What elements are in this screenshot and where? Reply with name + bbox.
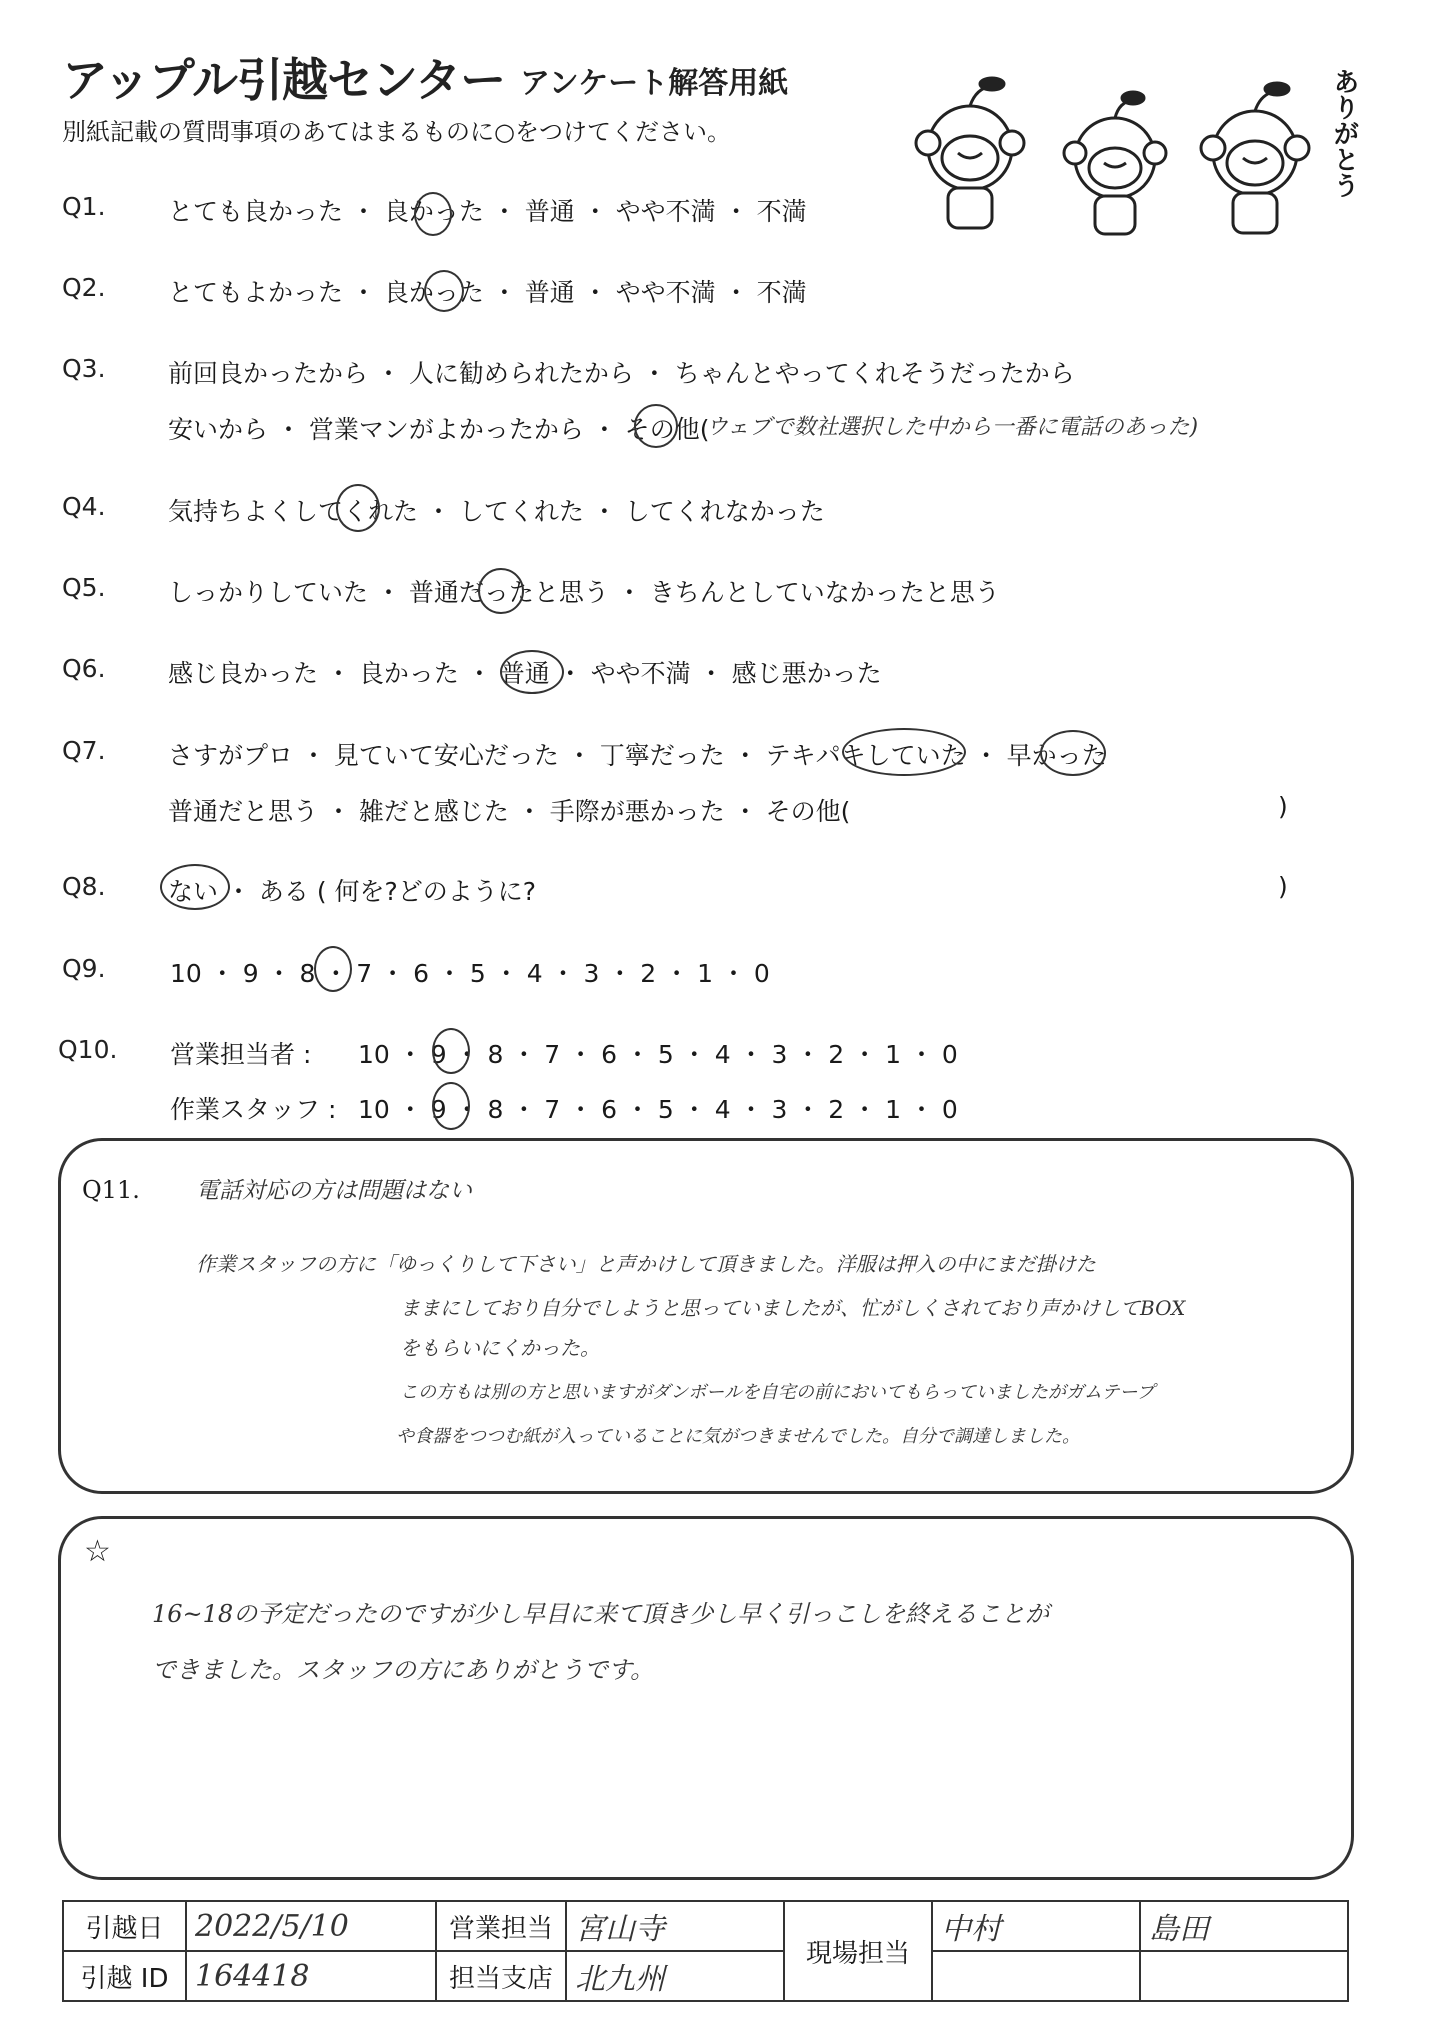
monkey-icon — [1201, 83, 1309, 233]
site-rep-empty-cell-1 — [932, 1951, 1140, 2001]
q9-scale[interactable]: 10 ・ 9 ・ 8 ・ 7 ・ 6 ・ 5 ・ 4 ・ 3 ・ 2 ・ 1 ・ 0 — [170, 959, 770, 988]
q1-label: Q1. — [62, 192, 106, 221]
site-rep-value-1: 中村 — [932, 1901, 1140, 1951]
q4-answer-circle — [336, 484, 380, 532]
q8-label: Q8. — [62, 872, 106, 901]
q9-answer-circle — [314, 946, 352, 992]
q1-options[interactable]: とても良かった ・ 良かった ・ 普通 ・ やや不満 ・ 不満 — [168, 197, 807, 226]
q7-other-close: ) — [1278, 792, 1288, 821]
q5-options[interactable]: しっかりしていた ・ 普通だったと思う ・ きちんとしていなかったと思う — [168, 578, 1000, 607]
branch-label: 担当支店 — [436, 1951, 566, 2001]
monkey-icon — [1064, 92, 1166, 234]
q11-line-5: この方もは別の方と思いますがダンボールを自宅の前においてもらっていましたがガムテープ — [400, 1382, 1155, 1403]
q2-label: Q2. — [62, 273, 106, 302]
q2-answer-circle — [424, 270, 464, 312]
q4-label: Q4. — [62, 492, 106, 521]
move-id-value: 164418 — [186, 1951, 436, 2001]
q2-options[interactable]: とてもよかった ・ 良かった ・ 普通 ・ やや不満 ・ 不満 — [168, 278, 807, 307]
q3-handwritten-other: ウェブで数社選択した中から一番に電話のあった) — [706, 415, 1199, 440]
site-rep-label: 現場担当 — [784, 1901, 932, 2001]
q5-answer-circle — [478, 568, 524, 614]
q11-line-3: ままにしており自分でしようと思っていましたが、忙がしくされており声かけしてBOX — [400, 1296, 1186, 1320]
form-title: アップル引越センター — [62, 53, 506, 107]
q11-line-6: や食器をつつむ紙が入っていることに気がつきませんでした。自分で調達しました。 — [396, 1426, 1080, 1447]
sales-rep-value: 宮山寺 — [566, 1901, 784, 1951]
site-rep-value-2: 島田 — [1140, 1901, 1348, 1951]
star-line-1: 16~18の予定だったのですが少し早目に来て頂き少し早く引っこしを終えることが — [152, 1600, 1050, 1628]
monkey-icon — [916, 78, 1024, 228]
q3-options-line2[interactable]: 安いから ・ 営業マンがよかったから ・ その他( — [168, 415, 710, 444]
q11-line-4: をもらいにくかった。 — [400, 1336, 600, 1360]
q7-answer-circle-hayakatta — [1040, 730, 1106, 776]
q9-label: Q9. — [62, 954, 106, 983]
q7-answer-circle-tekipaki — [842, 728, 966, 776]
sales-rep-label: 営業担当 — [436, 1901, 566, 1951]
mascot-illustration — [900, 58, 1360, 238]
q11-label: Q11. — [82, 1176, 140, 1204]
q10-sales-label: 営業担当者 : — [170, 1040, 312, 1069]
branch-value: 北九州 — [566, 1951, 784, 2001]
star-icon: ☆ — [84, 1534, 111, 1569]
q7-label: Q7. — [62, 736, 106, 765]
instruction-text: 別紙記載の質問事項のあてはまるものに○をつけてください。 — [62, 118, 731, 146]
star-line-2: できました。スタッフの方にありがとうです。 — [152, 1656, 655, 1684]
q8-answer-circle — [160, 864, 230, 910]
site-rep-empty-cell-2 — [1140, 1951, 1348, 2001]
q10-label: Q10. — [58, 1035, 118, 1064]
q3-options-line1[interactable]: 前回良かったから ・ 人に勧められたから ・ ちゃんとやってくれそうだったから — [168, 359, 1075, 388]
mascot-thanks-text: ありがとう — [1329, 68, 1359, 198]
move-date-label: 引越日 — [63, 1901, 186, 1951]
q3-label: Q3. — [62, 354, 106, 383]
q10-staff-label: 作業スタッフ : — [170, 1095, 337, 1124]
q4-options[interactable]: 気持ちよくしてくれた ・ してくれた ・ してくれなかった — [168, 497, 825, 526]
q8-options[interactable]: ない ・ ある ( 何を?どのように? — [168, 877, 537, 906]
q5-label: Q5. — [62, 573, 106, 602]
move-id-label: 引越 ID — [63, 1951, 186, 2001]
q8-other-close: ) — [1278, 872, 1288, 901]
q10-sales-answer-circle — [432, 1028, 470, 1074]
q10-staff-scale[interactable]: 10 ・ 9 ・ 8 ・ 7 ・ 6 ・ 5 ・ 4 ・ 3 ・ 2 ・ 1 ・ 0 — [358, 1095, 958, 1124]
q7-options-line1[interactable]: さすがプロ ・ 見ていて安心だった ・ 丁寧だった ・ テキパキしていた ・ 早かった — [168, 741, 1107, 770]
q1-answer-circle — [414, 192, 452, 236]
q10-staff-answer-circle — [432, 1082, 470, 1130]
q6-answer-circle — [500, 650, 564, 694]
q11-line-1: 電話対応の方は問題はない — [196, 1178, 472, 1204]
star-comment-box — [58, 1516, 1354, 1880]
q11-line-2: 作業スタッフの方に「ゆっくりして下さい」と声かけして頂きました。洋服は押入の中にまだ掛けた — [196, 1252, 1096, 1276]
q6-label: Q6. — [62, 654, 106, 683]
form-subtitle: アンケート解答用紙 — [520, 66, 789, 101]
move-date-value: 2022/5/10 — [186, 1901, 436, 1951]
footer-info-table — [62, 1900, 1349, 2002]
q3-answer-circle — [634, 404, 678, 448]
q7-options-line2[interactable]: 普通だと思う ・ 雑だと感じた ・ 手際が悪かった ・ その他( — [168, 797, 851, 826]
q6-options[interactable]: 感じ良かった ・ 良かった ・ 普通 ・ やや不満 ・ 感じ悪かった — [168, 659, 882, 688]
q10-sales-scale[interactable]: 10 ・ 9 ・ 8 ・ 7 ・ 6 ・ 5 ・ 4 ・ 3 ・ 2 ・ 1 ・ 0 — [358, 1040, 958, 1069]
